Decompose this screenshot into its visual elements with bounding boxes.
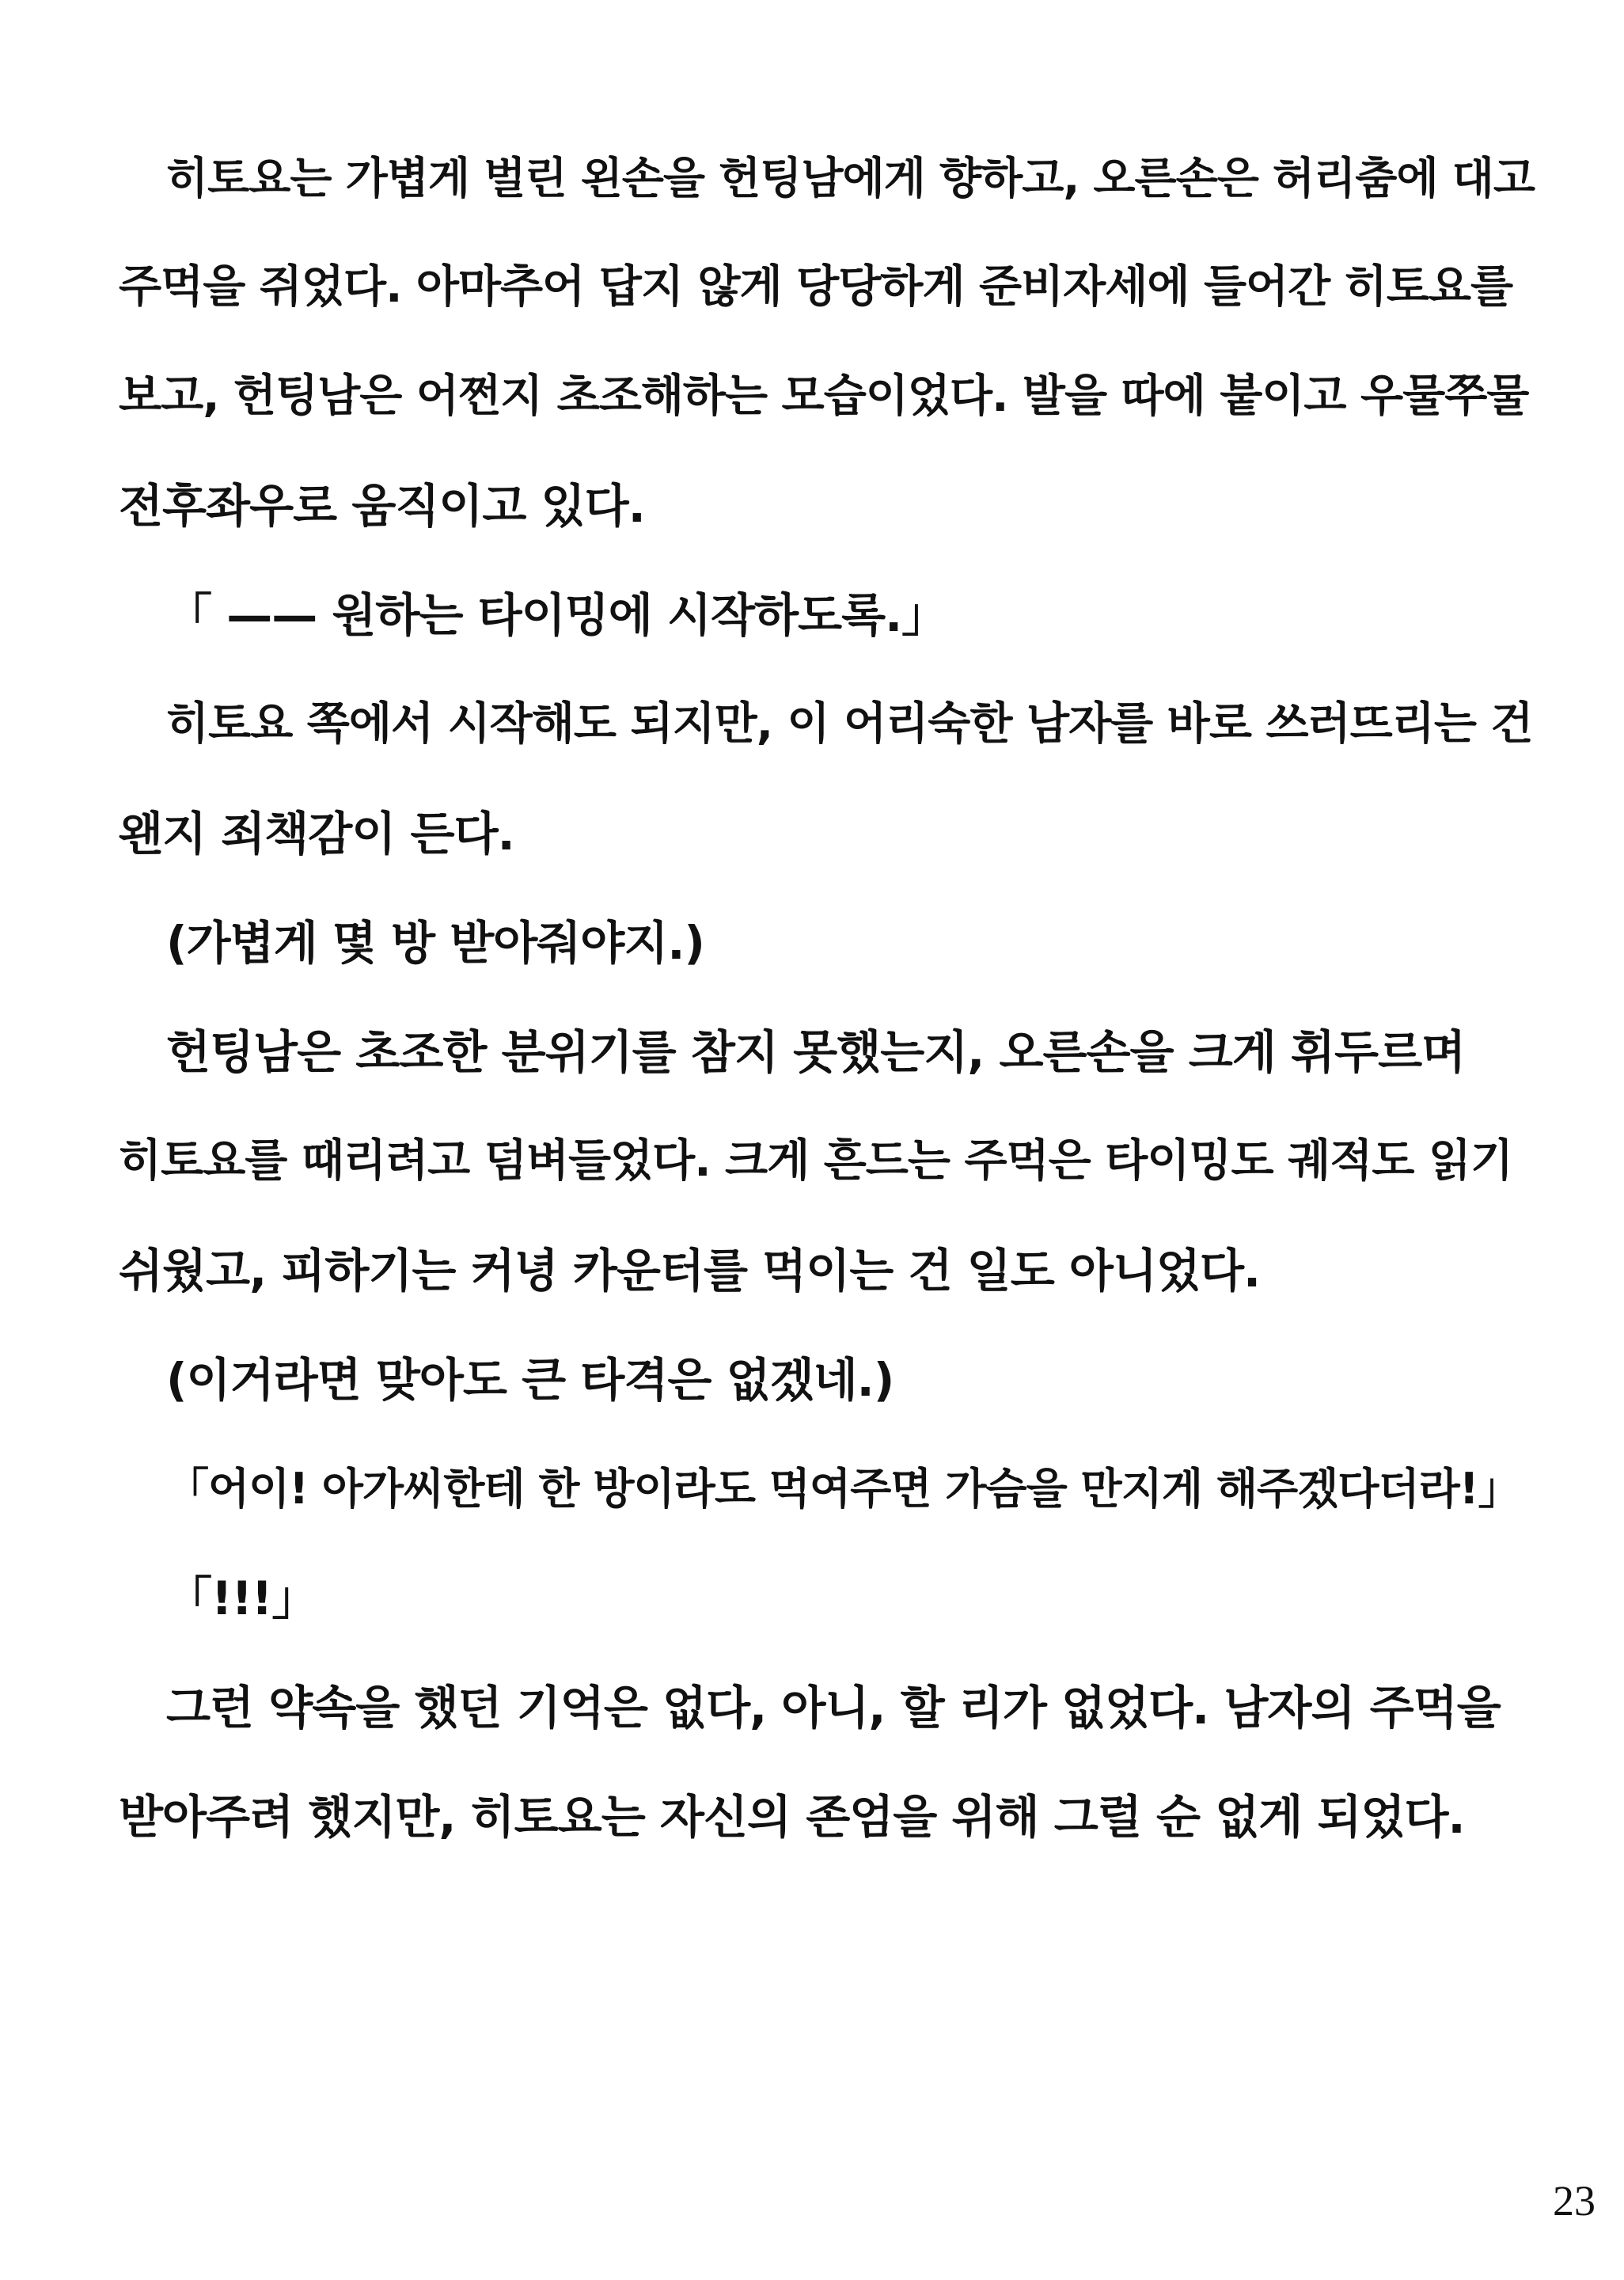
text-line-3: 보고, 헌팅남은 어쩐지 초조해하는 모습이었다. 발을 따에 붙이고 우물쭈물 bbox=[119, 370, 1529, 422]
text-line-6: 히토요 쪽에서 시작해도 되지만, 이 어리숙한 남자를 바로 쓰러뜨리는 건 bbox=[166, 698, 1533, 750]
text-line-1: 히토요는 가볍게 벌린 왼손을 헌팅남에게 향하고, 오른손은 허리춤에 대고 bbox=[166, 153, 1535, 203]
text-line-7: 왠지 죄책감이 든다. bbox=[119, 807, 514, 861]
text-line-13: 「어이! 아가씨한테 한 방이라도 먹여주면 가슴을 만지게 해주겠다더라!」 bbox=[166, 1464, 1520, 1514]
text-line-8: (가볍게 몇 방 받아줘야지.) bbox=[166, 916, 704, 970]
text-line-12: (이거라면 맞아도 큰 타격은 없겠네.) bbox=[166, 1353, 894, 1407]
text-line-10: 히토요를 때리려고 덤벼들었다. 크게 흔드는 주먹은 타이밍도 궤적도 읽기 bbox=[119, 1135, 1513, 1187]
text-line-16: 받아주려 했지만, 히토요는 자신의 존엄을 위해 그럴 순 없게 되었다. bbox=[119, 1790, 1465, 1844]
page-number: 23 bbox=[1553, 2177, 1596, 2225]
text-line-15: 그런 약속을 했던 기억은 없다, 아니, 할 리가 없었다. 남자의 주먹을 bbox=[166, 1681, 1501, 1735]
text-line-14: 「!!!」 bbox=[166, 1571, 317, 1625]
text-line-2: 주먹을 쥐었다. 아마추어 답지 않게 당당하게 준비자세에 들어간 히토요를 bbox=[119, 261, 1513, 313]
text-line-5: 「 —— 원하는 타이밍에 시작하도록.」 bbox=[166, 588, 947, 642]
text-line-11: 쉬웠고, 피하기는 커녕 카운터를 먹이는 건 일도 아니었다. bbox=[119, 1244, 1261, 1298]
text-line-9: 헌팅남은 초조한 분위기를 참지 못했는지, 오른손을 크게 휘두르며 bbox=[166, 1025, 1466, 1079]
text-line-4: 전후좌우로 움직이고 있다. bbox=[119, 479, 645, 533]
